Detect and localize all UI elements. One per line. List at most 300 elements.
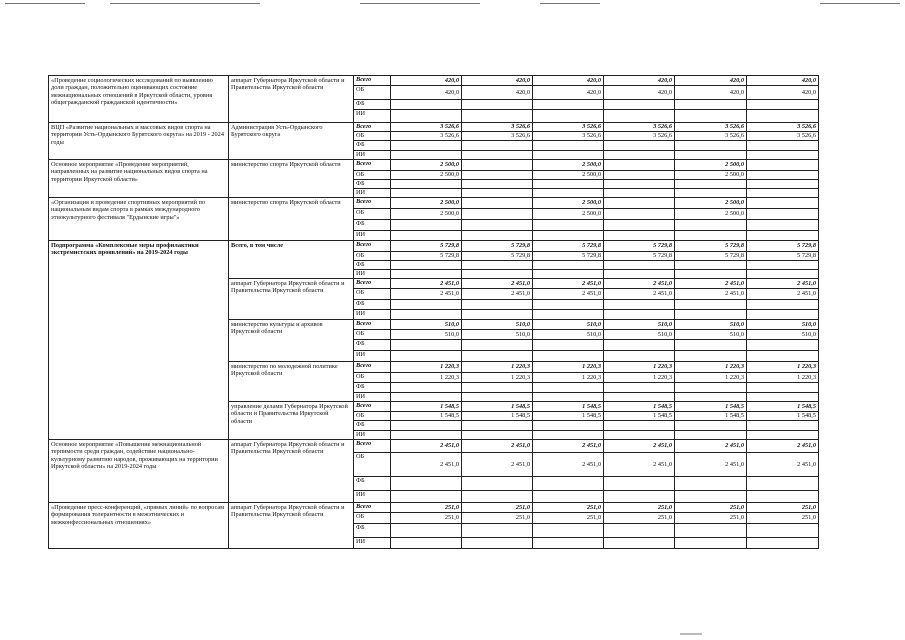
amount-cell: 2 500,0 <box>391 198 462 209</box>
funding-source-cell: ФБ <box>354 300 391 310</box>
responsible-executor-cell: аппарат Губернатора Иркутской области и Правительства Иркутской области <box>229 440 354 503</box>
amount-cell <box>747 220 819 231</box>
funding-source-cell: ОБ <box>354 373 391 383</box>
amount-cell <box>747 524 819 538</box>
funding-source-cell: Всего <box>354 76 391 86</box>
table-row <box>49 241 819 252</box>
amount-cell: 1 548,5 <box>391 412 462 421</box>
funding-source-cell: Всего <box>354 279 391 289</box>
amount-cell: 2 500,0 <box>675 198 747 209</box>
funding-source-cell: ИИ <box>354 110 391 123</box>
responsible-executor-cell: министерство спорта Иркутской области <box>229 198 354 241</box>
amount-cell <box>604 110 675 123</box>
funding-source-cell: ОБ <box>354 513 391 524</box>
funding-source-cell: ИИ <box>354 189 391 198</box>
amount-cell <box>391 431 462 440</box>
amount-cell <box>747 180 819 189</box>
budget-table-body <box>49 76 819 549</box>
amount-cell <box>675 538 747 549</box>
amount-cell <box>462 110 533 123</box>
table-row <box>49 123 819 132</box>
amount-cell: 3 526,6 <box>747 123 819 132</box>
amount-cell <box>462 351 533 362</box>
funding-source-cell: ФБ <box>354 141 391 151</box>
budget-table <box>48 75 819 549</box>
amount-cell <box>391 141 462 151</box>
amount-cell: 3 526,6 <box>675 132 747 141</box>
amount-cell <box>747 340 819 351</box>
amount-cell <box>604 351 675 362</box>
amount-cell <box>391 300 462 310</box>
amount-cell <box>462 310 533 320</box>
amount-cell <box>675 383 747 393</box>
amount-cell <box>533 351 604 362</box>
amount-cell: 510,0 <box>462 320 533 330</box>
table-row <box>49 440 819 453</box>
amount-cell: 1 548,5 <box>747 412 819 421</box>
funding-source-cell: ИИ <box>354 393 391 402</box>
funding-source-cell: ИИ <box>354 310 391 320</box>
amount-cell: 420,0 <box>462 76 533 86</box>
responsible-executor-cell: министерство культуры и архивов Иркутской области <box>229 320 354 362</box>
amount-cell <box>747 151 819 160</box>
amount-cell <box>675 524 747 538</box>
amount-cell: 420,0 <box>675 76 747 86</box>
amount-cell: 2 451,0 <box>747 453 819 477</box>
amount-cell <box>533 538 604 549</box>
amount-cell: 2 451,0 <box>604 279 675 289</box>
amount-cell: 5 729,8 <box>391 252 462 261</box>
amount-cell: 3 526,6 <box>747 132 819 141</box>
amount-cell <box>462 393 533 402</box>
funding-source-cell: ФБ <box>354 180 391 189</box>
amount-cell: 5 729,8 <box>675 241 747 252</box>
amount-cell <box>462 141 533 151</box>
amount-cell: 251,0 <box>675 503 747 513</box>
amount-cell: 510,0 <box>462 330 533 340</box>
amount-cell: 2 500,0 <box>675 160 747 171</box>
amount-cell: 1 548,5 <box>533 412 604 421</box>
amount-cell: 1 220,3 <box>604 373 675 383</box>
amount-cell <box>533 431 604 440</box>
amount-cell: 510,0 <box>604 330 675 340</box>
amount-cell <box>462 383 533 393</box>
funding-source-cell: ФБ <box>354 524 391 538</box>
program-name-cell: «Проведение пресс-конференций, «прямых линий» по вопросам формирования толерантности в межэтнических и межконфессиональных отношениях» <box>49 503 229 549</box>
funding-source-cell: ИИ <box>354 351 391 362</box>
amount-cell <box>747 160 819 171</box>
responsible-executor-cell: министерство по молодежной политике Иркутской области <box>229 362 354 402</box>
amount-cell <box>391 151 462 160</box>
amount-cell <box>747 421 819 431</box>
amount-cell: 1 220,3 <box>675 362 747 373</box>
amount-cell: 1 548,5 <box>675 412 747 421</box>
amount-cell <box>391 189 462 198</box>
amount-cell <box>675 300 747 310</box>
amount-cell: 510,0 <box>747 320 819 330</box>
amount-cell <box>604 270 675 279</box>
funding-source-cell: ИИ <box>354 270 391 279</box>
amount-cell <box>462 300 533 310</box>
amount-cell: 1 548,5 <box>604 412 675 421</box>
amount-cell <box>533 231 604 241</box>
amount-cell <box>533 220 604 231</box>
amount-cell: 2 500,0 <box>533 171 604 180</box>
amount-cell: 3 526,6 <box>462 132 533 141</box>
funding-source-cell: ФБ <box>354 261 391 270</box>
amount-cell <box>604 383 675 393</box>
amount-cell: 510,0 <box>391 330 462 340</box>
amount-cell <box>533 151 604 160</box>
amount-cell <box>604 491 675 503</box>
funding-source-cell: ОБ <box>354 252 391 261</box>
amount-cell: 1 220,3 <box>533 362 604 373</box>
amount-cell <box>462 209 533 220</box>
funding-source-cell: ОБ <box>354 86 391 100</box>
program-name-cell: Основное мероприятие «Повышение межнациональной терпимости среди граждан, содействие национально-культурному развитию народов, проживающих на территории Иркутской области» на 2019-2024 годы <box>49 440 229 503</box>
amount-cell <box>747 209 819 220</box>
amount-cell: 5 729,8 <box>747 252 819 261</box>
funding-source-cell: ФБ <box>354 477 391 491</box>
amount-cell <box>675 310 747 320</box>
amount-cell <box>391 110 462 123</box>
amount-cell <box>391 351 462 362</box>
amount-cell <box>391 477 462 491</box>
amount-cell <box>391 491 462 503</box>
amount-cell <box>462 491 533 503</box>
amount-cell <box>675 421 747 431</box>
program-name-cell: «Проведение социологических исследований по выявлению доли граждан, положительно оценивающих состояние межнациональных отношений в Иркутской области, уровня общегражданской гражданской идентичности» <box>49 76 229 123</box>
funding-source-cell: Всего <box>354 503 391 513</box>
amount-cell <box>747 491 819 503</box>
amount-cell: 1 220,3 <box>391 373 462 383</box>
program-name-cell: ВЦП «Развитие национальных и массовых видов спорта на территории Усть-Ордынского Бурятского округа» на 2019 - 2024 годы <box>49 123 229 160</box>
funding-source-cell: Всего <box>354 241 391 252</box>
amount-cell <box>604 209 675 220</box>
funding-source-cell: Всего <box>354 362 391 373</box>
amount-cell: 2 451,0 <box>462 279 533 289</box>
responsible-executor-cell: аппарат Губернатора Иркутской области и Правительства Иркутской области <box>229 503 354 549</box>
amount-cell: 2 451,0 <box>675 440 747 453</box>
amount-cell <box>747 100 819 110</box>
amount-cell <box>533 100 604 110</box>
amount-cell: 420,0 <box>391 76 462 86</box>
table-row <box>49 76 819 86</box>
amount-cell <box>604 393 675 402</box>
amount-cell: 420,0 <box>462 86 533 100</box>
amount-cell: 251,0 <box>533 503 604 513</box>
amount-cell <box>533 421 604 431</box>
amount-cell: 5 729,8 <box>462 241 533 252</box>
amount-cell <box>533 477 604 491</box>
amount-cell <box>604 160 675 171</box>
amount-cell <box>604 261 675 270</box>
amount-cell: 251,0 <box>533 513 604 524</box>
funding-source-cell: Всего <box>354 123 391 132</box>
responsible-executor-cell: Всего, в том числе <box>229 241 354 279</box>
amount-cell: 2 451,0 <box>462 289 533 300</box>
amount-cell: 5 729,8 <box>391 241 462 252</box>
amount-cell <box>675 220 747 231</box>
scan-top-line <box>5 3 85 4</box>
amount-cell: 510,0 <box>675 320 747 330</box>
amount-cell: 420,0 <box>747 86 819 100</box>
amount-cell: 3 526,6 <box>604 132 675 141</box>
amount-cell: 251,0 <box>604 513 675 524</box>
amount-cell: 1 548,5 <box>675 402 747 412</box>
amount-cell: 2 451,0 <box>675 453 747 477</box>
amount-cell <box>604 340 675 351</box>
funding-source-cell: Всего <box>354 198 391 209</box>
funding-source-cell: ФБ <box>354 383 391 393</box>
amount-cell: 420,0 <box>604 86 675 100</box>
amount-cell: 2 451,0 <box>533 289 604 300</box>
amount-cell <box>391 524 462 538</box>
amount-cell <box>747 477 819 491</box>
amount-cell <box>604 141 675 151</box>
amount-cell: 5 729,8 <box>533 252 604 261</box>
amount-cell: 251,0 <box>604 503 675 513</box>
amount-cell: 2 500,0 <box>675 209 747 220</box>
funding-source-cell: ИИ <box>354 151 391 160</box>
amount-cell: 420,0 <box>391 86 462 100</box>
responsible-executor-cell: управление делами Губернатора Иркутской области и Правительства Иркутской области <box>229 402 354 440</box>
amount-cell <box>747 351 819 362</box>
amount-cell <box>747 393 819 402</box>
amount-cell <box>462 160 533 171</box>
amount-cell <box>604 151 675 160</box>
amount-cell <box>533 310 604 320</box>
amount-cell: 251,0 <box>462 503 533 513</box>
amount-cell: 251,0 <box>747 503 819 513</box>
funding-source-cell: Всего <box>354 160 391 171</box>
amount-cell: 510,0 <box>391 320 462 330</box>
amount-cell: 1 220,3 <box>747 373 819 383</box>
amount-cell: 2 451,0 <box>604 440 675 453</box>
amount-cell <box>391 421 462 431</box>
amount-cell <box>533 189 604 198</box>
amount-cell <box>675 180 747 189</box>
amount-cell: 2 451,0 <box>391 453 462 477</box>
amount-cell <box>675 189 747 198</box>
funding-source-cell: ИИ <box>354 431 391 440</box>
amount-cell <box>533 300 604 310</box>
responsible-executor-cell: аппарат Губернатора Иркутской области и Правительства Иркутской области <box>229 279 354 320</box>
funding-source-cell: ОБ <box>354 453 391 477</box>
table-row <box>49 198 819 209</box>
funding-source-cell: ИИ <box>354 491 391 503</box>
amount-cell: 420,0 <box>604 76 675 86</box>
amount-cell <box>462 100 533 110</box>
amount-cell <box>391 310 462 320</box>
amount-cell: 2 500,0 <box>391 160 462 171</box>
amount-cell: 420,0 <box>675 86 747 100</box>
amount-cell: 2 451,0 <box>747 279 819 289</box>
amount-cell <box>604 171 675 180</box>
amount-cell: 1 220,3 <box>462 362 533 373</box>
funding-source-cell: ФБ <box>354 421 391 431</box>
amount-cell <box>462 198 533 209</box>
amount-cell <box>533 340 604 351</box>
amount-cell: 3 526,6 <box>391 123 462 132</box>
amount-cell <box>604 300 675 310</box>
amount-cell: 1 220,3 <box>462 373 533 383</box>
amount-cell: 1 548,5 <box>462 402 533 412</box>
amount-cell: 1 220,3 <box>747 362 819 373</box>
funding-source-cell: ОБ <box>354 289 391 300</box>
amount-cell <box>391 393 462 402</box>
amount-cell <box>462 151 533 160</box>
amount-cell <box>604 180 675 189</box>
amount-cell: 3 526,6 <box>462 123 533 132</box>
amount-cell: 251,0 <box>391 513 462 524</box>
amount-cell: 510,0 <box>747 330 819 340</box>
amount-cell <box>462 524 533 538</box>
responsible-executor-cell: аппарат Губернатора Иркутской области и Правительства Иркутской области <box>229 76 354 123</box>
amount-cell <box>391 180 462 189</box>
amount-cell <box>747 431 819 440</box>
table-row <box>49 160 819 171</box>
amount-cell <box>675 100 747 110</box>
amount-cell <box>675 431 747 440</box>
amount-cell <box>747 171 819 180</box>
scan-top-line <box>540 3 600 4</box>
amount-cell: 2 500,0 <box>533 198 604 209</box>
program-name-cell: Подпрограмма «Комплексные меры профилактики экстремистских проявлений» на 2019-2024 годы <box>49 241 229 440</box>
funding-source-cell: Всего <box>354 320 391 330</box>
amount-cell <box>462 431 533 440</box>
amount-cell: 2 451,0 <box>391 289 462 300</box>
funding-source-cell: Всего <box>354 440 391 453</box>
amount-cell <box>747 110 819 123</box>
amount-cell: 251,0 <box>675 513 747 524</box>
amount-cell: 510,0 <box>533 320 604 330</box>
amount-cell <box>533 524 604 538</box>
amount-cell: 5 729,8 <box>747 241 819 252</box>
amount-cell <box>462 180 533 189</box>
amount-cell <box>604 477 675 491</box>
amount-cell <box>604 100 675 110</box>
amount-cell <box>675 270 747 279</box>
amount-cell: 3 526,6 <box>604 123 675 132</box>
amount-cell <box>675 141 747 151</box>
amount-cell: 2 451,0 <box>747 440 819 453</box>
amount-cell <box>604 189 675 198</box>
amount-cell <box>391 100 462 110</box>
amount-cell <box>675 231 747 241</box>
program-name-cell: Основное мероприятие «Проведение мероприятий, направленных на развитие национальных видов спорта на территории Иркутской области» <box>49 160 229 198</box>
amount-cell: 2 451,0 <box>604 453 675 477</box>
amount-cell <box>604 538 675 549</box>
amount-cell: 510,0 <box>533 330 604 340</box>
amount-cell <box>391 538 462 549</box>
amount-cell: 1 548,5 <box>747 402 819 412</box>
amount-cell <box>747 231 819 241</box>
amount-cell <box>462 171 533 180</box>
amount-cell <box>675 110 747 123</box>
scan-top-line <box>110 3 260 4</box>
amount-cell <box>462 231 533 241</box>
amount-cell: 3 526,6 <box>391 132 462 141</box>
amount-cell: 1 220,3 <box>391 362 462 373</box>
amount-cell <box>675 477 747 491</box>
funding-source-cell: ИИ <box>354 231 391 241</box>
funding-source-cell: ФБ <box>354 220 391 231</box>
responsible-executor-cell: министерство спорта Иркутской области <box>229 160 354 198</box>
amount-cell <box>747 141 819 151</box>
amount-cell: 251,0 <box>391 503 462 513</box>
amount-cell <box>675 151 747 160</box>
amount-cell: 5 729,8 <box>604 252 675 261</box>
amount-cell: 3 526,6 <box>675 123 747 132</box>
funding-source-cell: Всего <box>354 402 391 412</box>
amount-cell <box>747 310 819 320</box>
amount-cell: 2 500,0 <box>675 171 747 180</box>
amount-cell <box>604 198 675 209</box>
amount-cell: 251,0 <box>462 513 533 524</box>
amount-cell <box>747 300 819 310</box>
amount-cell: 1 220,3 <box>533 373 604 383</box>
amount-cell <box>604 220 675 231</box>
scan-bottom-mark <box>680 633 702 635</box>
amount-cell <box>462 189 533 198</box>
amount-cell <box>391 231 462 241</box>
scan-top-line <box>360 3 480 4</box>
scan-top-line <box>820 3 900 4</box>
amount-cell: 2 451,0 <box>675 279 747 289</box>
amount-cell <box>391 220 462 231</box>
amount-cell <box>533 270 604 279</box>
amount-cell <box>675 261 747 270</box>
amount-cell <box>747 383 819 393</box>
amount-cell: 2 451,0 <box>391 440 462 453</box>
funding-source-cell: ФБ <box>354 100 391 110</box>
amount-cell <box>462 421 533 431</box>
amount-cell: 5 729,8 <box>675 252 747 261</box>
amount-cell <box>747 189 819 198</box>
funding-source-cell: ОБ <box>354 330 391 340</box>
amount-cell: 1 220,3 <box>675 373 747 383</box>
amount-cell <box>675 393 747 402</box>
amount-cell <box>533 393 604 402</box>
funding-source-cell: ОБ <box>354 171 391 180</box>
amount-cell <box>604 310 675 320</box>
amount-cell <box>747 261 819 270</box>
responsible-executor-cell: Администрация Усть-Ордынского Бурятского округа <box>229 123 354 160</box>
amount-cell <box>391 340 462 351</box>
amount-cell <box>747 198 819 209</box>
amount-cell <box>675 340 747 351</box>
program-name-cell: «Организация и проведение спортивных мероприятий по национальным видам спорта в рамках международного этнокультурного фестиваля "Ердынские игры"» <box>49 198 229 241</box>
amount-cell <box>533 491 604 503</box>
amount-cell: 1 548,5 <box>533 402 604 412</box>
amount-cell: 5 729,8 <box>604 241 675 252</box>
funding-source-cell: ОБ <box>354 209 391 220</box>
amount-cell: 510,0 <box>675 330 747 340</box>
amount-cell <box>533 383 604 393</box>
amount-cell: 2 451,0 <box>533 279 604 289</box>
amount-cell <box>462 477 533 491</box>
amount-cell: 510,0 <box>604 320 675 330</box>
amount-cell: 2 451,0 <box>462 440 533 453</box>
amount-cell: 2 500,0 <box>391 171 462 180</box>
amount-cell: 1 548,5 <box>391 402 462 412</box>
amount-cell: 420,0 <box>747 76 819 86</box>
amount-cell: 2 451,0 <box>391 279 462 289</box>
funding-source-cell: ИИ <box>354 538 391 549</box>
amount-cell <box>533 110 604 123</box>
funding-source-cell: ОБ <box>354 412 391 421</box>
